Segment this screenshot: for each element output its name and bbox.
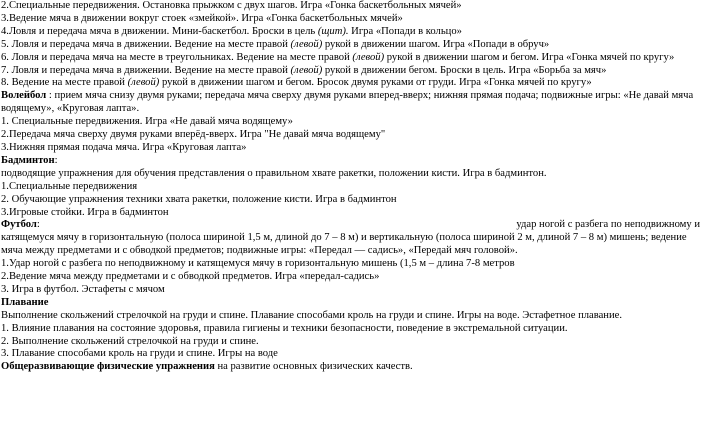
basketball-volleyball-badminton-section (1, 0, 700, 219)
section-heading: Бадминтон (1, 154, 55, 166)
text-segment: рукой в движении шагом и бегом. Бросок двумя руками от груди. Игра «Гонка мячей по кругу» (159, 77, 592, 89)
text-segment: рукой в движении шагом. Игра «Попади в обруч» (322, 38, 550, 50)
text-segment: 3. Плавание способами кроль на груди и спине. Игры на воде (1, 348, 278, 360)
text-segment: 1. Влияние плавания на состояние здоровья, правила гигиены и техники безопасности, поведение в экстремальной ситуации. (1, 322, 568, 334)
text-line (1, 207, 700, 220)
text-segment: рукой в движении шагом и бегом. Игра «Гонка мячей по кругу» (384, 51, 675, 63)
text-line (1, 168, 700, 181)
text-segment: 1.Специальные передвижения (1, 180, 138, 192)
text-segment: 2.Передача мяча сверху двумя руками вперёд-вверх. Игра "Не давай мяча водящему" (1, 129, 386, 141)
text-line (1, 155, 700, 168)
text-line (1, 310, 700, 323)
text-line (1, 52, 700, 65)
text-segment: 3.Ведение мяча в движении вокруг стоек «змейкой». Игра «Гонка баскетбольных мячей» (1, 12, 403, 24)
text-line (1, 26, 700, 39)
italic-note: (щит). (317, 25, 349, 37)
text-line (1, 323, 700, 336)
text-line (1, 271, 700, 284)
text-line (1, 39, 700, 52)
text-segment: Игра «Попади в кольцо» (348, 25, 462, 37)
section-heading: Волейбол (1, 90, 47, 102)
text-segment: Выполнение скольжений стрелочкой на груди и спине. Плавание способами кроль на груди и спине. Игры на воде. Эстафетное плавание. (1, 309, 622, 321)
text-segment: 6. Ловля и передача мяча на месте в треугольниках. Ведение на месте правой (1, 51, 353, 63)
italic-note: (левой) (352, 51, 385, 63)
text-line (1, 90, 700, 116)
text-segment: : (54, 154, 58, 166)
text-segment: на развитие основных физических качеств. (214, 361, 413, 373)
football-heading-line (1, 219, 700, 232)
italic-note: (левой) (290, 38, 323, 50)
text-line (1, 142, 700, 155)
text-line (1, 297, 700, 310)
section-heading: Общеразвивающие физические упражнения (1, 361, 215, 373)
text-segment: 2. Обучающие упражнения техники хвата ракетки, положение кисти. Игра в бадминтон (1, 193, 397, 205)
text-segment: 2.Специальные передвижения. Остановка прыжком с двух шагов. Игра «Гонка баскетбольных мячей» (1, 0, 462, 11)
text-line (1, 258, 700, 271)
text-segment: 7. Ловля и передача мяча в движении. Ведение на месте правой (1, 64, 291, 76)
football-colon: : (36, 219, 40, 231)
text-line (1, 13, 700, 26)
text-segment: 3.Нижняя прямая подача мяча. Игра «Круговая лапта» (1, 141, 247, 153)
text-segment: 3.Игровые стойки. Игра в бадминтон (1, 206, 169, 218)
text-line (1, 129, 700, 142)
text-segment: 3. Игра в футбол. Эстафеты с мячом (1, 283, 165, 295)
text-segment: 8. Ведение на месте правой (1, 77, 128, 89)
text-line (1, 361, 700, 374)
italic-note: (левой) (127, 77, 160, 89)
text-line (1, 0, 700, 13)
text-segment: 5. Ловля и передача мяча в движении. Ведение на месте правой (1, 38, 291, 50)
text-line (1, 194, 700, 207)
text-line (1, 181, 700, 194)
football-intro-text: удар ногой с разбега по неподвижному и (516, 219, 700, 231)
text-line (1, 336, 700, 349)
text-segment: 1.Удар ногой с разбега по неподвижному и катящемуся мячу в горизонтальную мишень (1,5 м – длина 7-8 метров (1, 258, 515, 270)
football-description: катящемуся мячу в горизонтальную (полоса шириной 1,5 м, длиной до 7 – 8 м) и вертикальную (полоса шириной 2 м, длиной 7 – 8 м) мишень; ведение мяча между предметами и с обводкой предметов; подвижные игры: «Передал — садись», «Передай мяч головой». (1, 232, 687, 257)
text-line (1, 77, 700, 90)
text-segment: подводящие упражнения для обучения представления о правильном хвате ракетки, положении кисти. Игра в бадминтон. (1, 167, 547, 179)
text-segment: 2. Выполнение скольжений стрелочкой на груди и спине. (1, 335, 259, 347)
italic-note: (левой) (290, 64, 323, 76)
text-segment: 2.Ведение мяча между предметами и с обводкой предметов. Игра «передал-садись» (1, 271, 380, 283)
football-paragraph (1, 219, 700, 258)
text-line (1, 348, 700, 361)
football-swimming-section (1, 258, 700, 374)
text-line (1, 116, 700, 129)
text-line (1, 284, 700, 297)
text-segment: рукой в движении бегом. Броски в цель. Игра «Борьба за мяч» (322, 64, 607, 76)
section-heading: Плавание (1, 296, 49, 308)
text-segment: : прием мяча снизу двумя руками; передача мяча сверху двумя руками вперед-вверх; нижняя прямая подача; подвижные игры: «Не давай мяча водящему», «Круговая лапта». (1, 90, 694, 115)
text-segment: 1. Специальные передвижения. Игра «Не давай мяча водящему» (1, 116, 293, 128)
text-line (1, 65, 700, 78)
football-heading: Футбол (1, 219, 37, 231)
text-segment: 4.Ловля и передача мяча в движении. Мини-баскетбол. Броски в цель (1, 25, 318, 37)
